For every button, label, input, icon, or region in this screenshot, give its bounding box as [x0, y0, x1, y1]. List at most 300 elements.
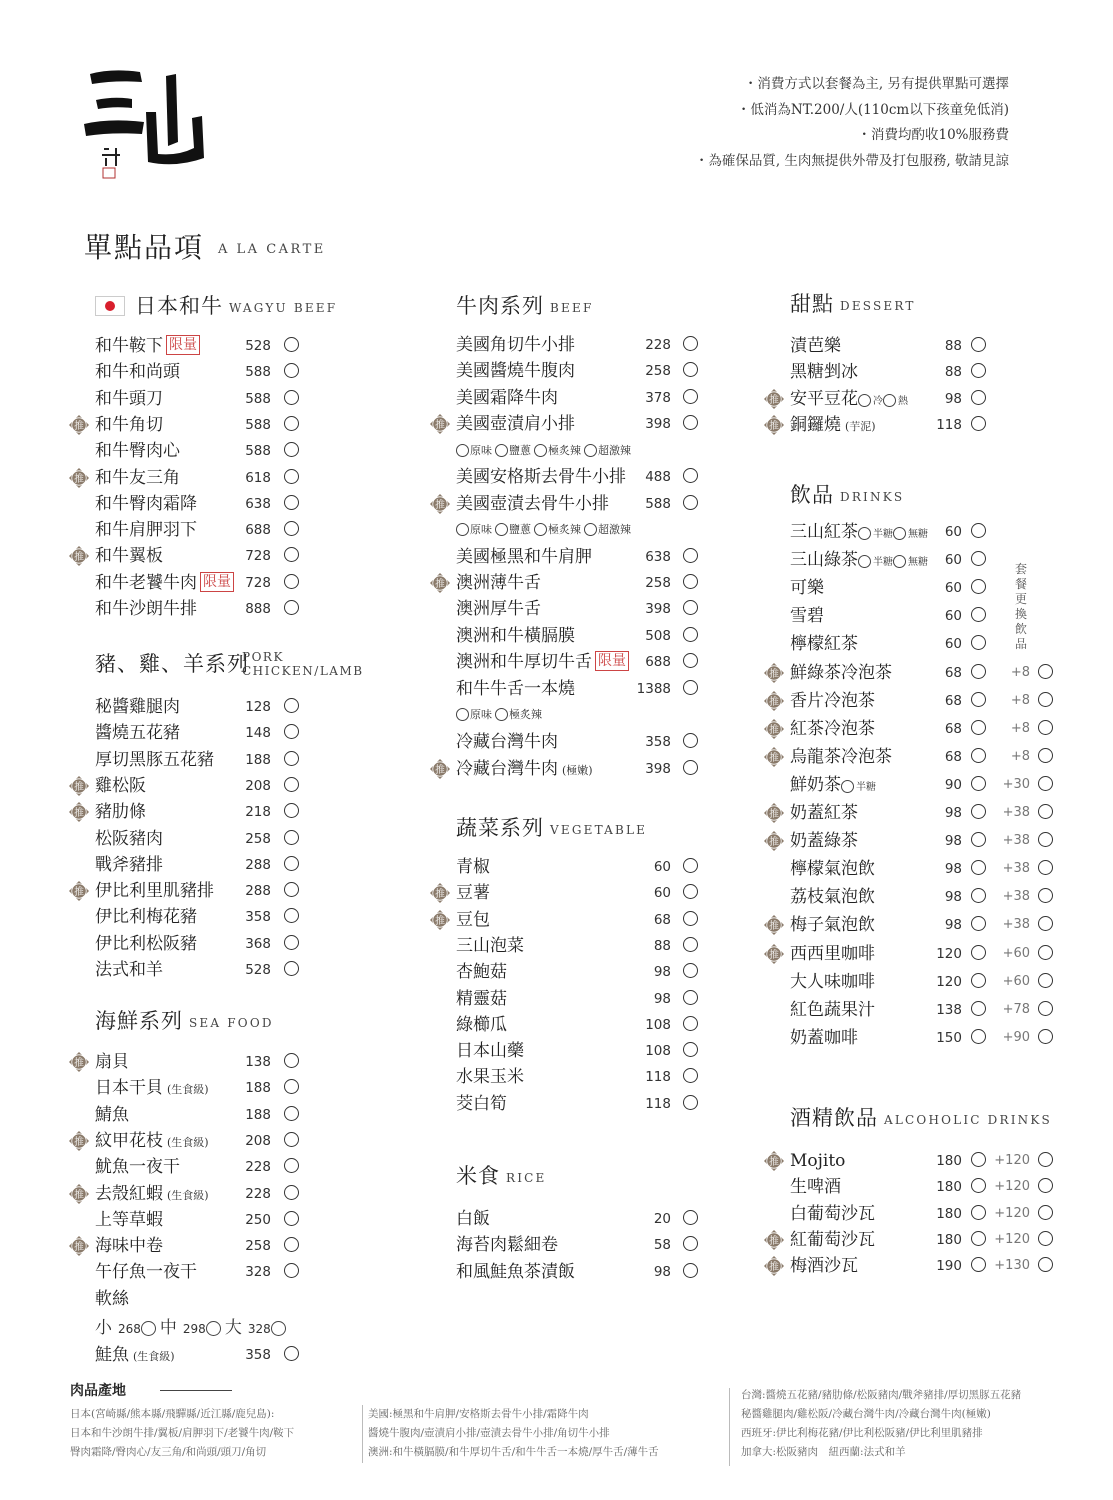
order-checkbox[interactable] — [284, 1263, 299, 1278]
order-checkbox[interactable] — [284, 961, 299, 976]
order-checkbox[interactable] — [971, 1152, 986, 1167]
page-title — [84, 226, 326, 266]
item-price: 88 — [944, 364, 962, 381]
origin-line-text: 美國:極黑和牛肩胛/安格斯去骨牛小排/霜降牛肉 — [368, 1408, 589, 1420]
item-name-text: 豆包 — [456, 909, 490, 930]
item-name-text: 美國極黑和牛肩胛 — [456, 547, 592, 567]
order-checkbox[interactable] — [971, 860, 986, 875]
order-checkbox[interactable] — [683, 600, 698, 615]
item-name-text: 豆薯 — [456, 883, 490, 904]
item-price: 258 — [645, 363, 671, 379]
alcohol-item — [790, 1174, 1070, 1200]
origin-line-text: 日本和牛沙朗牛排/翼板/肩胛羽下/老饕牛肉/鞍下 — [70, 1427, 295, 1439]
beef-item — [456, 358, 716, 384]
flavor-checkbox[interactable] — [456, 523, 469, 536]
order-checkbox[interactable] — [971, 1205, 986, 1220]
section-title-wagyu — [95, 290, 337, 320]
item-name-text: 奶蓋咖啡 — [790, 1027, 858, 1048]
flavor-checkbox[interactable] — [584, 444, 597, 457]
order-checkbox[interactable] — [284, 1132, 299, 1147]
recommended-icon — [69, 415, 89, 435]
item-name-text: 魷魚一夜干 — [95, 1157, 180, 1178]
item-price: 68 — [944, 720, 962, 737]
veg-item-name — [456, 1064, 524, 1090]
rice-item-name — [456, 1259, 575, 1285]
beef-item — [435, 570, 716, 596]
order-checkbox[interactable] — [284, 1053, 299, 1068]
item-name-text: 上等草蝦 — [95, 1209, 163, 1230]
order-checkbox[interactable] — [683, 911, 698, 926]
pork-item-name — [95, 720, 180, 746]
item-name-text: 和牛角切 — [95, 414, 163, 435]
item-price: 60 — [944, 524, 962, 540]
beef-item-name — [456, 544, 592, 570]
item-price: 228 — [245, 1159, 271, 1176]
order-checkbox[interactable] — [971, 973, 986, 988]
order-checkbox[interactable] — [284, 1158, 299, 1173]
order-checkbox[interactable] — [971, 337, 986, 352]
beef-item-name — [456, 570, 541, 596]
item-name-text: 和牛翼板 — [95, 546, 163, 567]
item-price: 68 — [653, 911, 671, 928]
alcohol-item-name — [790, 1174, 841, 1200]
item-name-text: 奶蓋綠茶 — [790, 831, 858, 852]
flavor-checkbox[interactable] — [456, 444, 469, 457]
order-checkbox[interactable] — [284, 442, 299, 457]
svg-text:推: 推 — [769, 1235, 779, 1247]
upgrade-checkbox[interactable] — [1038, 748, 1053, 763]
recommended-icon — [69, 1184, 89, 1204]
order-checkbox[interactable] — [683, 468, 698, 483]
size-label: 大 — [224, 1318, 242, 1338]
upgrade-checkbox[interactable] — [1038, 973, 1053, 988]
recommended-icon — [764, 831, 784, 851]
drinks-item — [769, 688, 1070, 714]
item-name-text: 和牛鞍下 — [95, 336, 163, 356]
seafood-item — [95, 1075, 315, 1101]
order-checkbox[interactable] — [971, 776, 986, 791]
order-checkbox[interactable] — [971, 832, 986, 847]
seafood-item-name — [95, 1342, 175, 1370]
size-checkbox[interactable] — [271, 1321, 286, 1336]
order-checkbox[interactable] — [683, 1095, 698, 1110]
order-checkbox[interactable] — [683, 1016, 698, 1031]
order-checkbox[interactable] — [284, 1211, 299, 1226]
item-price: 328 — [245, 1264, 271, 1281]
order-checkbox[interactable] — [284, 495, 299, 510]
order-checkbox[interactable] — [284, 521, 299, 536]
order-checkbox[interactable] — [971, 363, 986, 378]
item-price: 188 — [245, 751, 271, 768]
policy-note: ・消費方式以套餐為主, 另有提供單點可選擇 — [743, 76, 1009, 92]
order-checkbox[interactable] — [683, 1042, 698, 1057]
seafood-item — [74, 1128, 315, 1154]
order-checkbox[interactable] — [971, 804, 986, 819]
upgrade-checkbox[interactable] — [1038, 692, 1053, 707]
drinks-item — [769, 800, 1070, 826]
drinks-item — [790, 547, 1070, 573]
item-price: 358 — [245, 909, 271, 926]
upgrade-checkbox[interactable] — [1038, 776, 1053, 791]
item-name-text: 紅葡萄沙瓦 — [790, 1229, 875, 1250]
item-price: 228 — [645, 337, 671, 353]
option-label: 半糖 — [873, 529, 893, 540]
upgrade-checkbox[interactable] — [1038, 664, 1053, 679]
item-price: 90 — [944, 776, 962, 793]
beef-item-name — [456, 756, 593, 784]
item-price: 98 — [944, 861, 962, 878]
item-price: 58 — [653, 1237, 671, 1254]
recommended-icon — [764, 944, 784, 964]
veg-item-name — [456, 880, 490, 906]
veg-item — [456, 1064, 716, 1090]
size-label: 中 — [159, 1318, 177, 1338]
item-name-text: 美國壺漬去骨牛小排 — [456, 494, 609, 514]
order-checkbox[interactable] — [683, 733, 698, 748]
dessert-item-name — [790, 359, 858, 385]
beef-item-name — [456, 332, 575, 358]
order-checkbox[interactable] — [284, 416, 299, 431]
item-price: 88 — [653, 937, 671, 954]
order-checkbox[interactable] — [284, 1106, 299, 1121]
item-name-text: 厚切黑豚五花豬 — [95, 749, 214, 770]
order-checkbox[interactable] — [971, 607, 986, 622]
order-checkbox[interactable] — [284, 337, 299, 352]
origin-line-text: 澳洲:和牛橫膈膜/和牛厚切牛舌/和牛牛舌一本燒/厚牛舌/薄牛舌 — [368, 1446, 659, 1458]
flavor-label: 鹽蔥 — [509, 523, 531, 536]
order-checkbox[interactable] — [683, 627, 698, 642]
item-name-text: 醬燒五花豬 — [95, 723, 180, 744]
drinks-item-name — [790, 772, 876, 801]
flavor-checkbox[interactable] — [495, 523, 508, 536]
rice-item-name — [456, 1232, 558, 1258]
combo-drink-note: 套餐更換飲品 — [1014, 562, 1027, 651]
item-price: 378 — [645, 390, 671, 406]
order-checkbox[interactable] — [683, 990, 698, 1005]
beef-item — [456, 623, 716, 649]
order-checkbox[interactable] — [284, 856, 299, 871]
order-checkbox[interactable] — [971, 720, 986, 735]
order-checkbox[interactable] — [683, 963, 698, 978]
option-checkbox[interactable] — [893, 555, 906, 568]
alcohol-item — [769, 1253, 1070, 1279]
upgrade-checkbox[interactable] — [1038, 860, 1053, 875]
recommended-icon — [69, 1052, 89, 1072]
recommended-icon — [764, 1151, 784, 1171]
recommended-icon — [764, 915, 784, 935]
section-title-beef — [456, 290, 593, 320]
item-name-text: 白葡萄沙瓦 — [790, 1203, 875, 1224]
order-checkbox[interactable] — [683, 362, 698, 377]
option-checkbox[interactable] — [883, 394, 896, 407]
beef-item-name — [456, 385, 558, 411]
order-checkbox[interactable] — [284, 469, 299, 484]
order-checkbox[interactable] — [683, 495, 698, 510]
section-title-pork — [95, 648, 364, 678]
item-name-text: 冷藏台灣牛肉 — [456, 732, 558, 752]
order-checkbox[interactable] — [683, 1210, 698, 1225]
item-name-text: 伊比利里肌豬排 — [95, 881, 214, 902]
order-checkbox[interactable] — [683, 389, 698, 404]
size-checkbox[interactable] — [206, 1321, 221, 1336]
order-checkbox[interactable] — [971, 390, 986, 405]
origin-divider — [362, 1405, 363, 1463]
upgrade-price: +38 — [1002, 917, 1030, 933]
seafood-item-name — [95, 1154, 180, 1180]
order-checkbox[interactable] — [971, 1231, 986, 1246]
item-name-text: 美國角切牛小排 — [456, 335, 575, 355]
policy-notes — [589, 72, 1009, 174]
wagyu-item — [95, 386, 315, 412]
veg-item — [435, 907, 716, 933]
upgrade-price: +8 — [1010, 692, 1030, 708]
item-price: 180 — [936, 1205, 962, 1222]
order-checkbox[interactable] — [683, 680, 698, 695]
wagyu-item — [95, 333, 315, 359]
item-name-text: 伊比利松阪豬 — [95, 933, 197, 954]
beef-item-name — [456, 411, 575, 437]
drinks-item — [790, 575, 1070, 601]
svg-text:推: 推 — [769, 837, 779, 849]
item-name-text: 茭白筍 — [456, 1093, 507, 1114]
item-name-text: 鮮綠茶冷泡茶 — [790, 662, 892, 683]
order-checkbox[interactable] — [971, 579, 986, 594]
order-checkbox[interactable] — [284, 830, 299, 845]
item-price: 68 — [944, 748, 962, 765]
order-checkbox[interactable] — [971, 551, 986, 566]
order-checkbox[interactable] — [683, 574, 698, 589]
order-checkbox[interactable] — [683, 884, 698, 899]
order-checkbox[interactable] — [971, 692, 986, 707]
drinks-item-name — [790, 800, 858, 826]
order-checkbox[interactable] — [284, 574, 299, 589]
order-checkbox[interactable] — [971, 664, 986, 679]
item-name-text: 海苔肉鬆細卷 — [456, 1235, 558, 1256]
pork-item-name — [95, 747, 214, 773]
order-checkbox[interactable] — [683, 1068, 698, 1083]
flavor-checkbox[interactable] — [456, 708, 469, 721]
option-checkbox[interactable] — [858, 555, 871, 568]
order-checkbox[interactable] — [284, 908, 299, 923]
svg-text:推: 推 — [74, 420, 84, 432]
flavor-checkbox[interactable] — [534, 523, 547, 536]
order-checkbox[interactable] — [284, 698, 299, 713]
recommended-icon — [430, 759, 450, 779]
item-name-text: 去殼紅蝦 — [95, 1183, 163, 1204]
beef-item-name — [456, 358, 575, 384]
item-price: 228 — [245, 1185, 271, 1202]
alcohol-en: ALCOHOLIC DRINKS — [884, 1112, 1052, 1127]
item-price: 98 — [653, 964, 671, 981]
order-checkbox[interactable] — [683, 415, 698, 430]
order-checkbox[interactable] — [284, 547, 299, 562]
order-checkbox[interactable] — [971, 1001, 986, 1016]
beef-item — [456, 649, 716, 675]
flavor-checkbox[interactable] — [534, 444, 547, 457]
flavor-checkbox[interactable] — [495, 708, 508, 721]
item-name-text: 鮮奶茶 — [790, 774, 841, 795]
order-checkbox[interactable] — [284, 1346, 299, 1361]
wagyu-item — [95, 491, 315, 517]
wagyu-item — [74, 412, 315, 438]
origin-title-rule — [160, 1390, 232, 1391]
brand-logo — [82, 62, 207, 180]
upgrade-checkbox[interactable] — [1038, 1205, 1053, 1220]
order-checkbox[interactable] — [284, 724, 299, 739]
item-name-text: 和牛沙朗牛排 — [95, 599, 197, 619]
section-title-dessert — [790, 288, 916, 318]
svg-text:推: 推 — [769, 949, 779, 961]
option-label: 熱 — [898, 395, 908, 407]
item-price: 68 — [944, 692, 962, 709]
item-name-text: 美國安格斯去骨牛小排 — [456, 467, 626, 487]
seafood-en: SEA FOOD — [189, 1015, 274, 1030]
upgrade-checkbox[interactable] — [1038, 1178, 1053, 1193]
order-checkbox[interactable] — [971, 1178, 986, 1193]
order-checkbox[interactable] — [971, 916, 986, 931]
order-checkbox[interactable] — [971, 888, 986, 903]
item-name-text: 鮭魚 — [95, 1345, 129, 1365]
item-price: 180 — [936, 1179, 962, 1196]
order-checkbox[interactable] — [683, 937, 698, 952]
order-checkbox[interactable] — [284, 935, 299, 950]
order-checkbox[interactable] — [683, 1236, 698, 1251]
upgrade-checkbox[interactable] — [1038, 888, 1053, 903]
wagyu-zh: 日本和牛 — [135, 294, 223, 318]
upgrade-checkbox[interactable] — [1038, 720, 1053, 735]
seafood-item-name — [95, 1075, 209, 1103]
order-checkbox[interactable] — [971, 945, 986, 960]
flavor-checkbox[interactable] — [584, 523, 597, 536]
item-price: 588 — [245, 443, 271, 460]
veg-en: VEGETABLE — [550, 822, 648, 837]
drinks-item-name — [790, 997, 875, 1023]
order-checkbox[interactable] — [683, 858, 698, 873]
seafood-item-name — [95, 1181, 209, 1209]
item-price: 20 — [653, 1211, 671, 1227]
order-checkbox[interactable] — [284, 777, 299, 792]
pork-item-name — [95, 904, 197, 930]
order-checkbox[interactable] — [683, 653, 698, 668]
upgrade-checkbox[interactable] — [1038, 804, 1053, 819]
svg-text:推: 推 — [769, 668, 779, 680]
upgrade-price: +120 — [994, 1153, 1030, 1168]
item-name-text: 可樂 — [790, 578, 824, 599]
beef-item-name — [456, 491, 609, 517]
recommended-icon — [430, 494, 450, 514]
veg-item-name — [456, 986, 507, 1012]
upgrade-price: +60 — [1002, 945, 1030, 961]
upgrade-checkbox[interactable] — [1038, 945, 1053, 960]
alcohol-item — [769, 1148, 1070, 1174]
seafood-item-name — [95, 1259, 197, 1285]
svg-text:推: 推 — [74, 808, 84, 820]
order-checkbox[interactable] — [971, 635, 986, 650]
order-checkbox[interactable] — [284, 1237, 299, 1252]
drinks-item-name — [790, 941, 875, 967]
beef-en: BEEF — [550, 300, 594, 315]
upgrade-price: +30 — [1002, 776, 1030, 792]
alcohol-item-name — [790, 1201, 875, 1227]
drinks-item-name — [790, 884, 875, 910]
order-checkbox[interactable] — [971, 523, 986, 538]
order-checkbox[interactable] — [683, 336, 698, 351]
recommended-icon — [430, 883, 450, 903]
drinks-item-name — [790, 660, 892, 686]
order-checkbox[interactable] — [284, 882, 299, 897]
order-checkbox[interactable] — [683, 1263, 698, 1278]
order-checkbox[interactable] — [683, 760, 698, 775]
recommended-icon — [764, 747, 784, 767]
seafood-item — [95, 1154, 315, 1180]
logo-calligraphy-icon — [82, 62, 207, 180]
flavor-options-1 — [456, 440, 634, 462]
limited-badge: 限量 — [595, 651, 629, 671]
alcohol-item — [790, 1201, 1070, 1227]
item-price: 208 — [245, 1132, 271, 1149]
upgrade-price: +8 — [1010, 664, 1030, 680]
order-checkbox[interactable] — [971, 1257, 986, 1272]
item-price: 398 — [645, 416, 671, 432]
item-price: 98 — [944, 805, 962, 821]
rice-item — [456, 1232, 716, 1258]
option-checkbox[interactable] — [841, 780, 854, 793]
flavor-label: 原味 — [470, 444, 492, 457]
svg-text:推: 推 — [769, 1157, 779, 1168]
size-checkbox[interactable] — [141, 1321, 156, 1336]
order-checkbox[interactable] — [683, 548, 698, 563]
page-title-zh: 單點品項 — [84, 231, 205, 264]
pork-item — [95, 747, 315, 773]
veg-item — [456, 1091, 716, 1117]
order-checkbox[interactable] — [284, 751, 299, 766]
veg-item — [456, 854, 716, 880]
order-checkbox[interactable] — [284, 1185, 299, 1200]
order-checkbox[interactable] — [971, 1029, 986, 1044]
order-checkbox[interactable] — [284, 390, 299, 405]
pork-item — [74, 799, 315, 825]
option-checkbox[interactable] — [893, 527, 906, 540]
order-checkbox[interactable] — [971, 416, 986, 431]
wagyu-item-name — [95, 359, 180, 385]
order-checkbox[interactable] — [284, 1079, 299, 1094]
upgrade-checkbox[interactable] — [1038, 1152, 1053, 1167]
item-price: 528 — [245, 962, 271, 978]
item-name-text: 伊比利梅花豬 — [95, 907, 197, 928]
upgrade-checkbox[interactable] — [1038, 1231, 1053, 1246]
seafood-item-name — [95, 1207, 163, 1233]
upgrade-price: +38 — [1002, 861, 1030, 877]
order-checkbox[interactable] — [971, 748, 986, 763]
order-checkbox[interactable] — [284, 363, 299, 378]
wagyu-item — [95, 517, 315, 543]
option-checkbox[interactable] — [858, 394, 871, 407]
upgrade-checkbox[interactable] — [1038, 832, 1053, 847]
upgrade-checkbox[interactable] — [1038, 1001, 1053, 1016]
item-price: 60 — [653, 859, 671, 875]
order-checkbox[interactable] — [284, 600, 299, 615]
upgrade-checkbox[interactable] — [1038, 1257, 1053, 1272]
wagyu-item — [74, 465, 315, 491]
upgrade-checkbox[interactable] — [1038, 1029, 1053, 1044]
page-title-en: A LA CARTE — [218, 242, 326, 257]
upgrade-checkbox[interactable] — [1038, 916, 1053, 931]
drinks-item — [769, 941, 1070, 967]
option-checkbox[interactable] — [858, 527, 871, 540]
flavor-checkbox[interactable] — [495, 444, 508, 457]
recommended-icon — [764, 663, 784, 683]
order-checkbox[interactable] — [284, 803, 299, 818]
